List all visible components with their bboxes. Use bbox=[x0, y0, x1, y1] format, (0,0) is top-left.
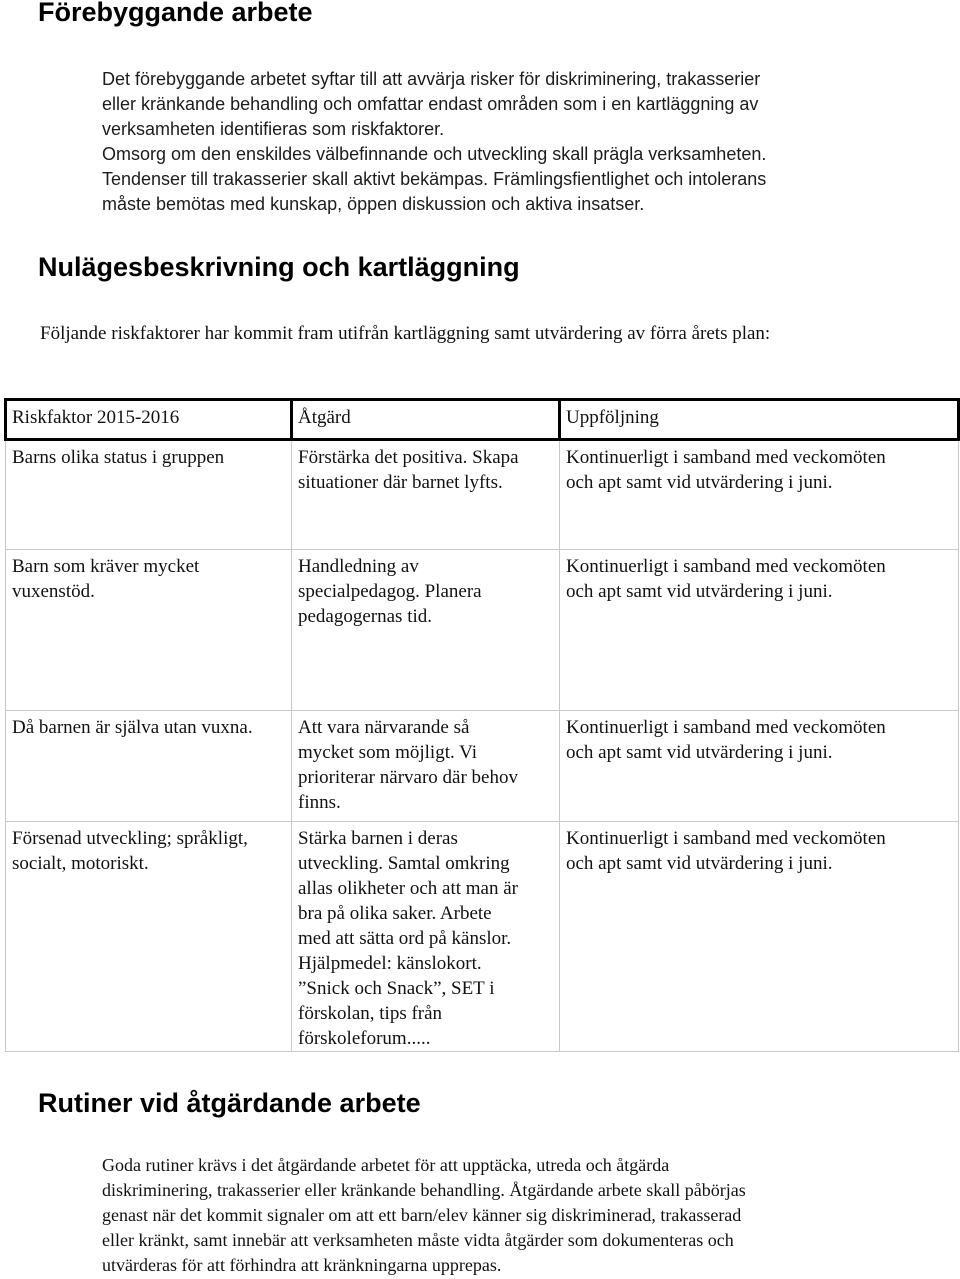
cell-line: och apt samt vid utvärdering i juni. bbox=[566, 581, 833, 602]
heading-nulagesbeskrivning: Nulägesbeskrivning och kartläggning bbox=[38, 252, 520, 282]
cell-line: Kontinuerligt i samband med veckomöten bbox=[566, 556, 886, 577]
rutiner-line: utvärderas för att förhindra att kränkningarna upprepas. bbox=[102, 1255, 502, 1275]
cell-line: Kontinuerligt i samband med veckomöten bbox=[566, 717, 886, 738]
cell-atgard bbox=[292, 711, 560, 822]
intro-line: Tendenser till trakasserier skall aktivt bekämpas. Främlingsfientlighet och intolerans bbox=[102, 169, 767, 189]
rutiner-paragraph bbox=[102, 1153, 746, 1278]
cell-line: Försenad utveckling; språkligt, bbox=[12, 828, 248, 849]
riskfaktor-lead-text: Följande riskfaktorer har kommit fram utifrån kartläggning samt utvärdering av förra årets plan: bbox=[40, 323, 771, 344]
intro-line: Det förebyggande arbetet syftar till att avvärja risker för diskriminering, trakasserier bbox=[102, 69, 761, 89]
cell-line: pedagogernas tid. bbox=[298, 606, 433, 627]
cell-riskfaktor bbox=[6, 822, 292, 1052]
cell-line: Stärka barnen i deras bbox=[298, 828, 458, 849]
cell-line: utveckling. Samtal omkring bbox=[298, 853, 510, 874]
cell-line: förskolan, tips från bbox=[298, 1003, 443, 1024]
cell-line: mycket som möjligt. Vi bbox=[298, 742, 478, 763]
cell-line: Handledning av bbox=[298, 556, 419, 577]
table-row bbox=[6, 822, 959, 1052]
cell-uppfoljning bbox=[560, 822, 959, 1052]
cell-line: Hjälpmedel: känslokort. bbox=[298, 953, 482, 974]
cell-riskfaktor bbox=[6, 440, 292, 550]
cell-line: Kontinuerligt i samband med veckomöten bbox=[566, 447, 886, 468]
cell-line: finns. bbox=[298, 792, 341, 813]
cell-line: och apt samt vid utvärdering i juni. bbox=[566, 853, 833, 874]
table-row bbox=[6, 550, 959, 711]
cell-atgard bbox=[292, 440, 560, 550]
heading-rutiner-atgardande-arbete: Rutiner vid åtgärdande arbete bbox=[38, 1088, 421, 1118]
rutiner-line: diskriminering, trakasserier eller kränkande behandling. Åtgärdande arbete skall påbörjas bbox=[102, 1180, 746, 1200]
heading-forebyggande-arbete: Förebyggande arbete bbox=[38, 0, 313, 27]
cell-line: Då barnen är själva utan vuxna. bbox=[12, 717, 253, 738]
cell-line: ”Snick och Snack”, SET i bbox=[298, 978, 495, 999]
cell-line: och apt samt vid utvärdering i juni. bbox=[566, 742, 833, 763]
cell-line: socialt, motoriskt. bbox=[12, 853, 149, 874]
cell-atgard bbox=[292, 550, 560, 711]
column-header-uppfoljning: Uppföljning bbox=[560, 400, 959, 440]
cell-line: Att vara närvarande så bbox=[298, 717, 470, 738]
rutiner-line: eller kränkt, samt innebär att verksamheten måste vidta åtgärder som dokumenteras och bbox=[102, 1230, 734, 1250]
column-header-atgard: Åtgärd bbox=[292, 400, 560, 440]
cell-line: Kontinuerligt i samband med veckomöten bbox=[566, 828, 886, 849]
cell-atgard bbox=[292, 822, 560, 1052]
column-header-riskfaktor: Riskfaktor 2015-2016 bbox=[6, 400, 292, 440]
riskfaktor-table bbox=[4, 398, 960, 1052]
table-header-row bbox=[6, 400, 959, 440]
cell-line: vuxenstöd. bbox=[12, 581, 95, 602]
cell-line: Förstärka det positiva. Skapa bbox=[298, 447, 519, 468]
cell-line: specialpedagog. Planera bbox=[298, 581, 482, 602]
rutiner-line: genast när det kommit signaler om att ett barn/elev känner sig diskriminerad, trakasserad bbox=[102, 1205, 742, 1225]
cell-line: bra på olika saker. Arbete bbox=[298, 903, 492, 924]
intro-line: måste bemötas med kunskap, öppen diskussion och aktiva insatser. bbox=[102, 194, 645, 214]
table-row bbox=[6, 711, 959, 822]
rutiner-line: Goda rutiner krävs i det åtgärdande arbetet för att upptäcka, utreda och åtgärda bbox=[102, 1155, 670, 1175]
cell-line: förskoleforum..... bbox=[298, 1028, 431, 1049]
cell-riskfaktor bbox=[6, 550, 292, 711]
cell-line: prioriterar närvaro där behov bbox=[298, 767, 518, 788]
cell-uppfoljning bbox=[560, 440, 959, 550]
cell-uppfoljning bbox=[560, 711, 959, 822]
cell-riskfaktor bbox=[6, 711, 292, 822]
intro-paragraph bbox=[102, 67, 766, 217]
cell-line: situationer där barnet lyfts. bbox=[298, 472, 503, 493]
intro-line: Omsorg om den enskildes välbefinnande och utveckling skall prägla verksamheten. bbox=[102, 144, 767, 164]
cell-uppfoljning bbox=[560, 550, 959, 711]
intro-line: eller kränkande behandling och omfattar endast områden som i en kartläggning av bbox=[102, 94, 759, 114]
cell-line: med att sätta ord på känslor. bbox=[298, 928, 512, 949]
intro-line: verksamheten identifieras som riskfaktorer. bbox=[102, 119, 445, 139]
cell-line: allas olikheter och att man är bbox=[298, 878, 518, 899]
table-row bbox=[6, 440, 959, 550]
cell-line: och apt samt vid utvärdering i juni. bbox=[566, 472, 833, 493]
cell-line: Barn som kräver mycket bbox=[12, 556, 200, 577]
cell-line: Barns olika status i gruppen bbox=[12, 447, 225, 468]
